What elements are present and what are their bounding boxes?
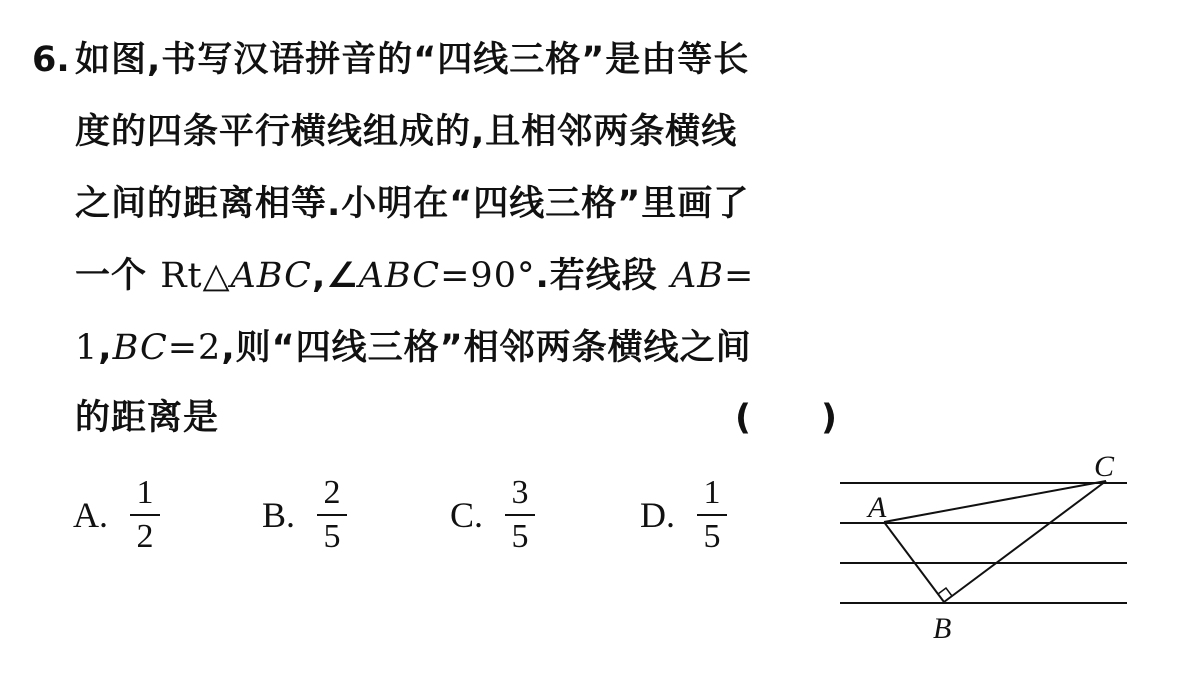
numerator: 1 xyxy=(703,474,721,511)
numerator: 3 xyxy=(511,474,529,511)
vertex-label-c: C xyxy=(1094,450,1115,483)
segment-ac xyxy=(884,481,1106,522)
question-line-3: 之间的距离相等.小明在“四线三格”里画了 xyxy=(75,184,750,224)
paren-open: ( xyxy=(735,398,751,438)
option-letter: D. xyxy=(640,495,675,535)
numerator: 2 xyxy=(323,474,341,511)
rt-triangle: Rt△ xyxy=(160,256,231,296)
denominator: 5 xyxy=(323,518,341,555)
text-segment: 一个 xyxy=(75,256,161,296)
option-letter: C. xyxy=(450,495,484,535)
text-segment: , xyxy=(98,328,113,368)
right-angle-mark xyxy=(938,588,952,596)
segment-ab: AB xyxy=(670,256,724,296)
denominator: 5 xyxy=(703,518,721,555)
bc-value: =2 xyxy=(167,328,222,368)
denominator: 2 xyxy=(136,518,154,555)
question-line-1: 如图,书写汉语拼音的“四线三格”是由等长 xyxy=(75,40,750,80)
option-letter: B. xyxy=(262,495,296,535)
question-line-2: 度的四条平行横线组成的,且相邻两条横线 xyxy=(75,112,738,152)
segment-bc: BC xyxy=(112,328,168,368)
option-letter: A. xyxy=(73,495,108,535)
question-number: 6. xyxy=(32,40,70,80)
numerator: 1 xyxy=(136,474,154,511)
segment-bc-line xyxy=(944,481,1106,602)
vertex-label-b: B xyxy=(933,612,952,645)
question-line-6: 的距离是 xyxy=(75,398,220,438)
triangle-abc: ABC xyxy=(230,256,312,296)
text-segment: ,则“四线三格”相邻两条横线之间 xyxy=(221,328,752,368)
paren-close: ) xyxy=(821,398,837,438)
angle-abc: ABC xyxy=(358,256,441,296)
vertex-label-a: A xyxy=(868,491,887,524)
angle-value: =90° xyxy=(440,256,536,296)
denominator: 5 xyxy=(511,518,529,555)
equals-sign: = xyxy=(723,256,755,296)
text-segment: .若线段 xyxy=(535,256,671,296)
ab-value: 1 xyxy=(75,328,99,368)
text-segment: ,∠ xyxy=(311,256,359,296)
